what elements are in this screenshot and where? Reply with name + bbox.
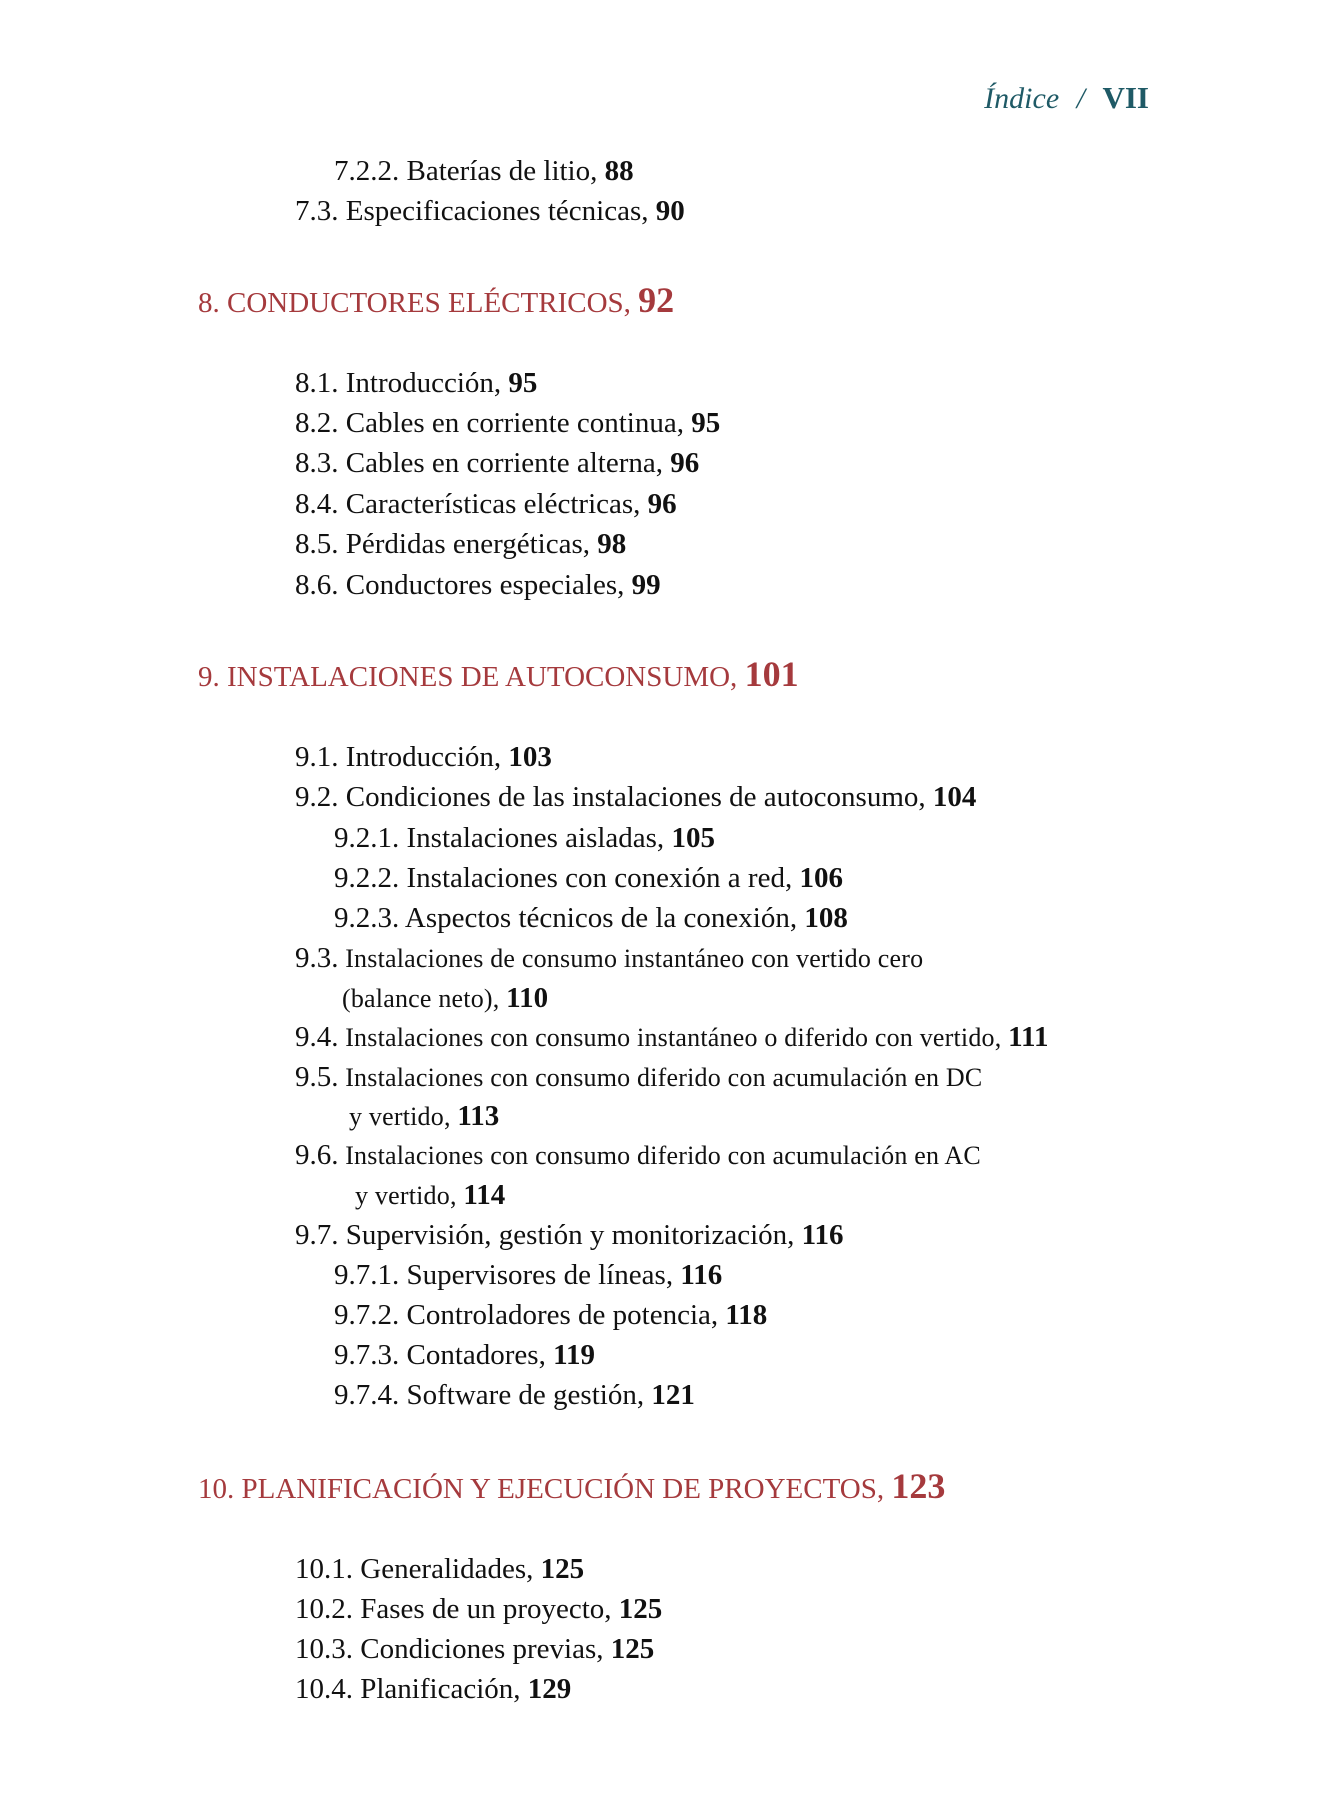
toc-entry-9-4[interactable] [295, 1020, 1048, 1055]
chapter-page: 101 [744, 654, 799, 694]
toc-entry-text: Instalaciones con consumo diferido con acumulación en AC [338, 1141, 981, 1170]
toc-entry-9-3[interactable] [295, 941, 923, 976]
header-separator: / [1076, 82, 1085, 115]
toc-entry-9-5-cont[interactable] [349, 1099, 499, 1134]
toc-entry-10-1[interactable] [295, 1552, 584, 1586]
toc-entry-9-7-1[interactable] [334, 1258, 722, 1292]
chapter-heading-8[interactable] [198, 280, 674, 323]
chapter-page: 123 [891, 1466, 946, 1506]
toc-entry-text: 9.7.3. Contadores, [334, 1339, 554, 1371]
toc-entry-number: 9.5. [295, 1061, 339, 1093]
toc-entry-page: 111 [1008, 1021, 1049, 1053]
toc-entry-8-2[interactable] [295, 406, 720, 440]
toc-entry-text: 8.6. Conductores especiales, [295, 569, 632, 601]
toc-entry-text: 9.2.2. Instalaciones con conexión a red, [334, 862, 800, 894]
toc-entry-page: 125 [610, 1633, 655, 1665]
toc-entry-text: 9.2.3. Aspectos técnicos de la conexión, [334, 902, 805, 934]
chapter-heading-10[interactable] [198, 1466, 945, 1509]
toc-entry-8-4[interactable] [295, 487, 677, 521]
toc-entry-9-2-1[interactable] [334, 821, 715, 855]
toc-entry-text: 9.7.1. Supervisores de líneas, [334, 1259, 681, 1291]
toc-entry-text: 10.1. Generalidades, [295, 1553, 541, 1585]
toc-entry-9-7-4[interactable] [334, 1378, 695, 1412]
toc-entry-10-2[interactable] [295, 1592, 662, 1626]
toc-entry-text: 10.2. Fases de un proyecto, [295, 1593, 619, 1625]
toc-entry-page: 88 [604, 155, 634, 187]
toc-entry-9-7-3[interactable] [334, 1338, 595, 1372]
toc-entry-8-3[interactable] [295, 446, 699, 480]
toc-entry-text: 10.3. Condiciones previas, [295, 1633, 611, 1665]
toc-entry-page: 118 [725, 1299, 768, 1331]
toc-entry-page: 99 [631, 569, 661, 601]
toc-entry-text: 9.2. Condiciones de las instalaciones de autoconsumo, [295, 781, 933, 813]
toc-entry-9-2[interactable] [295, 780, 976, 814]
toc-entry-10-4[interactable] [295, 1672, 571, 1706]
toc-entry-8-1[interactable] [295, 366, 537, 400]
toc-entry-page: 104 [932, 781, 977, 813]
toc-entry-9-2-3[interactable] [334, 901, 848, 935]
toc-entry-text: 8.1. Introducción, [295, 367, 509, 399]
toc-entry-9-1[interactable] [295, 740, 552, 774]
toc-entry-9-7[interactable] [295, 1218, 844, 1252]
toc-entry-page: 96 [647, 488, 677, 520]
chapter-title: 8. CONDUCTORES ELÉCTRICOS, [198, 287, 639, 319]
toc-entry-page: 114 [463, 1179, 506, 1211]
toc-entry-10-3[interactable] [295, 1632, 654, 1666]
chapter-heading-9[interactable] [198, 654, 799, 697]
running-header [984, 80, 1149, 116]
toc-entry-text: 8.4. Características eléctricas, [295, 488, 648, 520]
toc-entry-page: 125 [540, 1553, 585, 1585]
toc-entry-page: 108 [804, 902, 848, 934]
toc-entry-text: Instalaciones de consumo instantáneo con vertido cero [338, 944, 924, 973]
toc-entry-9-5[interactable] [295, 1060, 982, 1095]
toc-entry-9-7-2[interactable] [334, 1298, 767, 1332]
toc-entry-text: 9.7. Supervisión, gestión y monitorización, [295, 1219, 802, 1251]
toc-entry-7-3[interactable] [295, 194, 685, 228]
toc-entry-page: 90 [655, 195, 685, 227]
toc-entry-page: 116 [801, 1219, 844, 1251]
toc-entry-page: 98 [597, 528, 627, 560]
toc-entry-page: 96 [670, 447, 700, 479]
toc-entry-page: 129 [527, 1673, 572, 1705]
toc-entry-page: 95 [691, 407, 721, 439]
toc-entry-page: 116 [680, 1259, 723, 1291]
toc-entry-9-2-2[interactable] [334, 861, 843, 895]
toc-entry-text: Instalaciones con consumo diferido con acumulación en DC [338, 1063, 983, 1092]
toc-entry-page: 121 [651, 1379, 695, 1411]
toc-entry-page: 103 [508, 741, 552, 773]
toc-entry-text: 7.3. Especificaciones técnicas, [295, 195, 656, 227]
toc-entry-8-5[interactable] [295, 527, 626, 561]
toc-entry-page: 110 [506, 982, 549, 1014]
toc-entry-text: 9.7.2. Controladores de potencia, [334, 1299, 726, 1331]
chapter-title: 9. INSTALACIONES DE AUTOCONSUMO, [198, 661, 745, 693]
toc-entry-page: 105 [671, 822, 715, 854]
header-page-number: VII [1102, 80, 1149, 115]
toc-entry-8-6[interactable] [295, 568, 661, 602]
header-section-title: Índice [984, 82, 1060, 115]
chapter-title: 10. PLANIFICACIÓN Y EJECUCIÓN DE PROYECTOS, [198, 1473, 892, 1505]
toc-entry-text: y vertido, [355, 1181, 464, 1210]
toc-entry-number: 9.3. [295, 942, 339, 974]
toc-entry-page: 106 [799, 862, 843, 894]
toc-entry-text: 9.1. Introducción, [295, 741, 509, 773]
toc-entry-page: 119 [553, 1339, 595, 1371]
chapter-page: 92 [638, 280, 675, 320]
toc-entry-text: 10.4. Planificación, [295, 1673, 528, 1705]
toc-entry-text: (balance neto), [342, 984, 507, 1013]
toc-entry-9-6-cont[interactable] [355, 1178, 505, 1213]
toc-entry-text: y vertido, [349, 1102, 458, 1131]
toc-entry-number: 9.6. [295, 1139, 339, 1171]
toc-entry-page: 113 [457, 1100, 500, 1132]
toc-entry-text: 9.2.1. Instalaciones aisladas, [334, 822, 672, 854]
toc-entry-text: 8.2. Cables en corriente continua, [295, 407, 692, 439]
toc-entry-text: Instalaciones con consumo instantáneo o diferido con vertido, [338, 1023, 1009, 1052]
toc-entry-text: 9.7.4. Software de gestión, [334, 1379, 652, 1411]
toc-entry-page: 95 [508, 367, 538, 399]
toc-entry-text: 7.2.2. Baterías de litio, [334, 155, 605, 187]
toc-entry-text: 8.3. Cables en corriente alterna, [295, 447, 671, 479]
toc-entry-text: 8.5. Pérdidas energéticas, [295, 528, 598, 560]
toc-entry-page: 125 [618, 1593, 663, 1625]
toc-entry-7-2-2[interactable] [334, 154, 634, 188]
toc-entry-9-6[interactable] [295, 1138, 981, 1173]
toc-entry-9-3-cont[interactable] [342, 981, 548, 1016]
toc-entry-number: 9.4. [295, 1021, 339, 1053]
